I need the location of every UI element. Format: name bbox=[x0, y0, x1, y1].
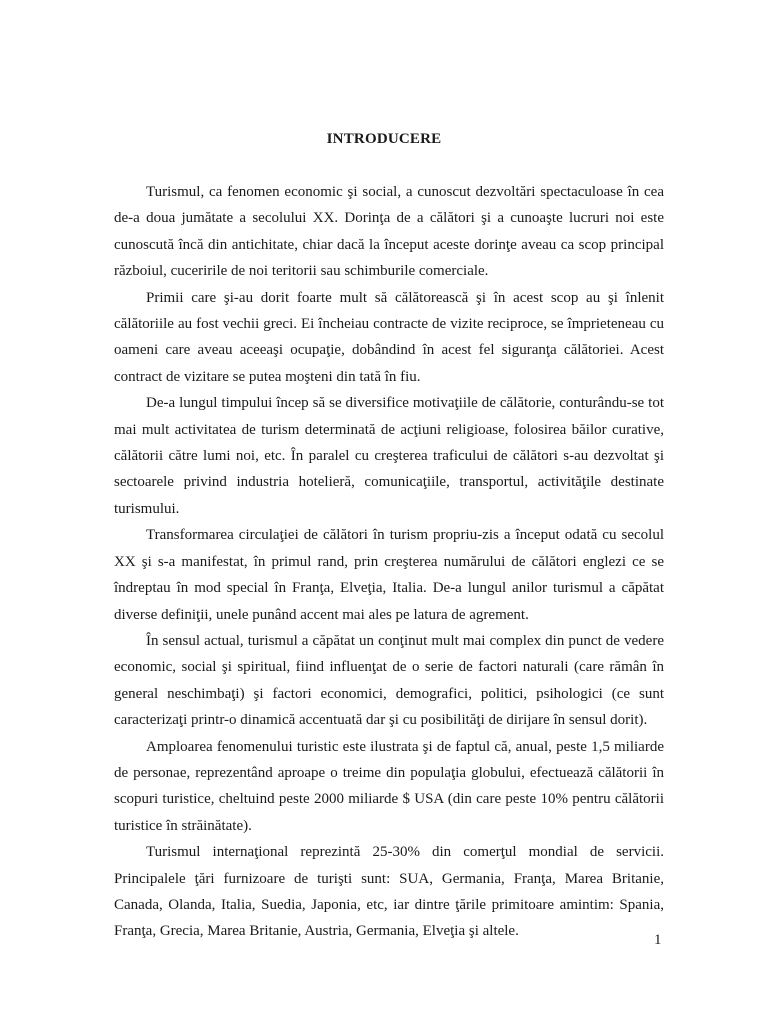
paragraph: Turismul internaţional reprezintă 25-30% din comerţul mondial de servicii. Principalele ţări furnizoare de turişti sunt: SUA, Germania, Franţa, Marea Britanie, Canada, Olanda, Italia, Suedia, Japonia, etc, iar dintre ţările primitoare amintim: Spania, Franţa, Grecia, Marea Britanie, Austria, Germania, Elveţia şi altele. bbox=[114, 844, 664, 940]
paragraph: Transformarea circulaţiei de călători în turism propriu-zis a început odată cu secolul XX şi s-a manifestat, în primul rand, prin creşterea numărului de călători englezi ce se îndreptau în mod special în Franţa, Elveţia, Italia. De-a lungul anilor turismul a căpătat diverse definiţii, unele punând accent mai ales pe latura de agrement. bbox=[114, 527, 664, 623]
body-text bbox=[114, 179, 664, 945]
paragraph: În sensul actual, turismul a căpătat un conţinut mult mai complex din punct de vedere economic, social şi spiritual, fiind influenţat de o serie de factori naturali (care rămân în general neschimbaţi) şi factori economici, demografici, politici, psihologici (ce sunt caracterizaţi printr-o dinamică accentuată dar şi cu posibilităţi de dirijare în sensul dorit). bbox=[114, 632, 664, 729]
paragraph: Primii care şi-au dorit foarte mult să călătorească şi în acest scop au şi înlenit călătoriile au fost vechii greci. Ei încheiau contracte de vizite reciproce, se împrieteneau cu oameni care aveau aceeaşi ocupaţie, dobândind în acest fel siguranţa călătoriei. Acest contract de vizitare se putea moşteni din tată în fiu. bbox=[114, 289, 664, 385]
page-title: INTRODUCERE bbox=[326, 131, 442, 147]
paragraph: De-a lungul timpului încep să se diversifice motivaţiile de călătorie, conturându-se tot mai mult activitatea de turism determinată de acţiuni religioase, folosirea băilor curative, călătorii către lumi noi, etc. În paralel cu creşterea traficului de călători s-au dezvoltat şi sectoarele privind industria hotelieră, comunicaţiile, transportul, activităţile destinate turismului. bbox=[114, 395, 664, 517]
page-number: 1 bbox=[654, 932, 662, 948]
paragraph: Amploarea fenomenului turistic este ilustrata şi de faptul că, anual, peste 1,5 miliarde de personae, reprezentând aproape o treime din populaţia globului, efectuează călătorii în scopuri turistice, cheltuind peste 2000 miliarde $ USA (din care peste 10% pentru călătorii turistice în străinătate). bbox=[114, 738, 664, 834]
paragraph: Turismul, ca fenomen economic şi social, a cunoscut dezvoltări spectaculoase în cea de-a doua jumătate a secolului XX. Dorinţa de a călători şi a cunoaşte lucruri noi este cunoscută încă din antichitate, chiar dacă la început aceste dorinţe aveau ca scop principal războiul, cuceririle de noi teritorii sau schimburile comerciale. bbox=[114, 184, 664, 280]
